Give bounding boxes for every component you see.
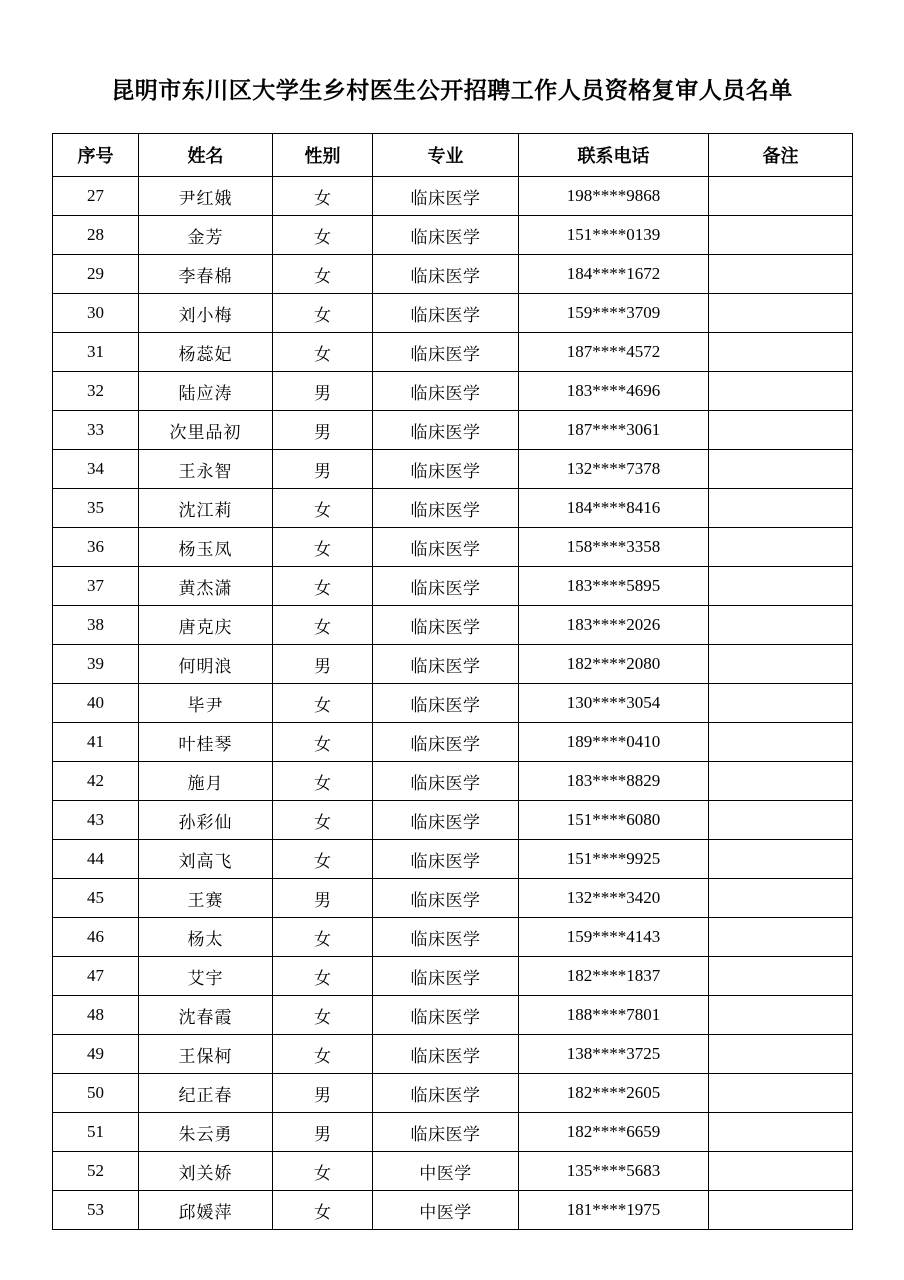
column-header-index: 序号 [53, 134, 139, 177]
table-row [53, 996, 853, 1035]
table-row [53, 333, 853, 372]
cell-note [709, 489, 853, 528]
page-title: 昆明市东川区大学生乡村医生公开招聘工作人员资格复审人员名单 [111, 78, 793, 103]
cell-sex: 女 [273, 840, 373, 879]
table-row [53, 411, 853, 450]
cell-phone: 181****1975 [519, 1191, 709, 1230]
cell-sex: 女 [273, 606, 373, 645]
cell-index: 44 [53, 840, 139, 879]
cell-name: 杨蕊妃 [139, 333, 273, 372]
table-row [53, 918, 853, 957]
cell-sex: 女 [273, 957, 373, 996]
cell-name: 王保柯 [139, 1035, 273, 1074]
cell-index: 27 [53, 177, 139, 216]
roster-table [52, 133, 853, 1230]
table-row [53, 1035, 853, 1074]
cell-name: 毕尹 [139, 684, 273, 723]
cell-major: 临床医学 [373, 411, 519, 450]
cell-major: 临床医学 [373, 879, 519, 918]
cell-name: 金芳 [139, 216, 273, 255]
cell-name: 王赛 [139, 879, 273, 918]
cell-phone: 138****3725 [519, 1035, 709, 1074]
cell-name: 杨玉凤 [139, 528, 273, 567]
cell-phone: 158****3358 [519, 528, 709, 567]
cell-major: 临床医学 [373, 1113, 519, 1152]
cell-index: 53 [53, 1191, 139, 1230]
table-row [53, 684, 853, 723]
cell-major: 临床医学 [373, 606, 519, 645]
cell-index: 38 [53, 606, 139, 645]
cell-sex: 男 [273, 1113, 373, 1152]
cell-major: 临床医学 [373, 177, 519, 216]
cell-sex: 女 [273, 528, 373, 567]
cell-index: 32 [53, 372, 139, 411]
table-row [53, 528, 853, 567]
cell-index: 34 [53, 450, 139, 489]
roster-table-container [52, 105, 852, 1230]
cell-major: 临床医学 [373, 840, 519, 879]
cell-index: 30 [53, 294, 139, 333]
cell-phone: 187****4572 [519, 333, 709, 372]
table-row [53, 255, 853, 294]
cell-index: 36 [53, 528, 139, 567]
cell-sex: 男 [273, 372, 373, 411]
cell-index: 28 [53, 216, 139, 255]
table-row [53, 294, 853, 333]
cell-major: 临床医学 [373, 567, 519, 606]
cell-note [709, 372, 853, 411]
cell-sex: 女 [273, 996, 373, 1035]
cell-note [709, 879, 853, 918]
table-row [53, 489, 853, 528]
cell-major: 临床医学 [373, 801, 519, 840]
cell-phone: 183****2026 [519, 606, 709, 645]
cell-note [709, 996, 853, 1035]
cell-phone: 159****4143 [519, 918, 709, 957]
cell-sex: 女 [273, 333, 373, 372]
cell-index: 47 [53, 957, 139, 996]
cell-sex: 女 [273, 723, 373, 762]
cell-major: 临床医学 [373, 450, 519, 489]
cell-major: 临床医学 [373, 684, 519, 723]
table-row [53, 645, 853, 684]
cell-sex: 女 [273, 255, 373, 294]
cell-note [709, 1191, 853, 1230]
cell-sex: 女 [273, 918, 373, 957]
cell-name: 李春棉 [139, 255, 273, 294]
cell-sex: 女 [273, 1035, 373, 1074]
cell-phone: 198****9868 [519, 177, 709, 216]
cell-phone: 151****6080 [519, 801, 709, 840]
table-row [53, 1191, 853, 1230]
table-row [53, 801, 853, 840]
cell-name: 刘关娇 [139, 1152, 273, 1191]
cell-major: 临床医学 [373, 528, 519, 567]
cell-sex: 男 [273, 645, 373, 684]
cell-sex: 女 [273, 177, 373, 216]
table-row [53, 177, 853, 216]
cell-name: 次里品初 [139, 411, 273, 450]
cell-phone: 132****7378 [519, 450, 709, 489]
cell-major: 临床医学 [373, 645, 519, 684]
cell-sex: 女 [273, 762, 373, 801]
table-row [53, 723, 853, 762]
cell-index: 39 [53, 645, 139, 684]
cell-phone: 184****1672 [519, 255, 709, 294]
cell-phone: 182****6659 [519, 1113, 709, 1152]
cell-major: 临床医学 [373, 918, 519, 957]
cell-note [709, 918, 853, 957]
cell-note [709, 294, 853, 333]
cell-note [709, 723, 853, 762]
cell-major: 临床医学 [373, 333, 519, 372]
cell-index: 49 [53, 1035, 139, 1074]
cell-sex: 女 [273, 801, 373, 840]
cell-sex: 女 [273, 489, 373, 528]
cell-note [709, 840, 853, 879]
table-row [53, 216, 853, 255]
cell-name: 尹红娥 [139, 177, 273, 216]
cell-name: 艾宇 [139, 957, 273, 996]
cell-sex: 女 [273, 684, 373, 723]
cell-note [709, 528, 853, 567]
cell-index: 42 [53, 762, 139, 801]
cell-index: 29 [53, 255, 139, 294]
cell-phone: 130****3054 [519, 684, 709, 723]
cell-sex: 女 [273, 294, 373, 333]
cell-name: 刘高飞 [139, 840, 273, 879]
table-row [53, 840, 853, 879]
cell-name: 王永智 [139, 450, 273, 489]
cell-name: 沈春霞 [139, 996, 273, 1035]
cell-sex: 男 [273, 1074, 373, 1113]
cell-note [709, 333, 853, 372]
cell-name: 黄杰潇 [139, 567, 273, 606]
cell-phone: 182****2080 [519, 645, 709, 684]
cell-index: 45 [53, 879, 139, 918]
cell-index: 48 [53, 996, 139, 1035]
cell-phone: 183****4696 [519, 372, 709, 411]
cell-note [709, 1113, 853, 1152]
cell-phone: 182****2605 [519, 1074, 709, 1113]
cell-name: 刘小梅 [139, 294, 273, 333]
cell-name: 沈江莉 [139, 489, 273, 528]
cell-major: 临床医学 [373, 294, 519, 333]
cell-note [709, 567, 853, 606]
table-header [53, 134, 853, 177]
table-body [53, 177, 853, 1230]
column-header-note: 备注 [709, 134, 853, 177]
column-header-phone: 联系电话 [519, 134, 709, 177]
cell-note [709, 1152, 853, 1191]
column-header-sex: 性别 [273, 134, 373, 177]
cell-index: 33 [53, 411, 139, 450]
cell-major: 临床医学 [373, 723, 519, 762]
cell-major: 临床医学 [373, 996, 519, 1035]
cell-index: 50 [53, 1074, 139, 1113]
cell-index: 52 [53, 1152, 139, 1191]
cell-sex: 男 [273, 411, 373, 450]
cell-name: 纪正春 [139, 1074, 273, 1113]
cell-phone: 183****8829 [519, 762, 709, 801]
cell-phone: 182****1837 [519, 957, 709, 996]
table-header-row [53, 134, 853, 177]
table-row [53, 879, 853, 918]
cell-index: 40 [53, 684, 139, 723]
cell-phone: 132****3420 [519, 879, 709, 918]
cell-major: 临床医学 [373, 216, 519, 255]
cell-major: 临床医学 [373, 1035, 519, 1074]
cell-phone: 188****7801 [519, 996, 709, 1035]
cell-sex: 女 [273, 216, 373, 255]
cell-note [709, 606, 853, 645]
cell-index: 46 [53, 918, 139, 957]
cell-name: 朱云勇 [139, 1113, 273, 1152]
table-row [53, 450, 853, 489]
cell-major: 中医学 [373, 1152, 519, 1191]
cell-index: 43 [53, 801, 139, 840]
cell-index: 41 [53, 723, 139, 762]
cell-note [709, 957, 853, 996]
cell-note [709, 801, 853, 840]
cell-phone: 184****8416 [519, 489, 709, 528]
table-row [53, 1074, 853, 1113]
cell-note [709, 450, 853, 489]
cell-note [709, 411, 853, 450]
cell-major: 临床医学 [373, 489, 519, 528]
cell-index: 31 [53, 333, 139, 372]
cell-note [709, 762, 853, 801]
cell-phone: 151****0139 [519, 216, 709, 255]
cell-name: 何明浪 [139, 645, 273, 684]
cell-index: 37 [53, 567, 139, 606]
cell-sex: 女 [273, 567, 373, 606]
cell-major: 临床医学 [373, 1074, 519, 1113]
cell-sex: 女 [273, 1152, 373, 1191]
cell-major: 中医学 [373, 1191, 519, 1230]
cell-name: 陆应涛 [139, 372, 273, 411]
cell-note [709, 255, 853, 294]
cell-name: 孙彩仙 [139, 801, 273, 840]
cell-sex: 男 [273, 879, 373, 918]
cell-note [709, 1074, 853, 1113]
cell-sex: 男 [273, 450, 373, 489]
table-row [53, 567, 853, 606]
table-row [53, 762, 853, 801]
cell-name: 邱媛萍 [139, 1191, 273, 1230]
table-row [53, 1152, 853, 1191]
cell-name: 叶桂琴 [139, 723, 273, 762]
cell-major: 临床医学 [373, 255, 519, 294]
cell-note [709, 216, 853, 255]
cell-note [709, 1035, 853, 1074]
cell-phone: 135****5683 [519, 1152, 709, 1191]
cell-phone: 159****3709 [519, 294, 709, 333]
cell-note [709, 684, 853, 723]
cell-name: 唐克庆 [139, 606, 273, 645]
cell-name: 杨太 [139, 918, 273, 957]
table-row [53, 372, 853, 411]
cell-major: 临床医学 [373, 762, 519, 801]
table-row [53, 957, 853, 996]
cell-note [709, 645, 853, 684]
cell-sex: 女 [273, 1191, 373, 1230]
cell-phone: 151****9925 [519, 840, 709, 879]
cell-major: 临床医学 [373, 372, 519, 411]
cell-note [709, 177, 853, 216]
table-row [53, 606, 853, 645]
cell-phone: 187****3061 [519, 411, 709, 450]
cell-major: 临床医学 [373, 957, 519, 996]
column-header-major: 专业 [373, 134, 519, 177]
column-header-name: 姓名 [139, 134, 273, 177]
table-row [53, 1113, 853, 1152]
cell-phone: 183****5895 [519, 567, 709, 606]
cell-name: 施月 [139, 762, 273, 801]
cell-phone: 189****0410 [519, 723, 709, 762]
cell-index: 35 [53, 489, 139, 528]
cell-index: 51 [53, 1113, 139, 1152]
